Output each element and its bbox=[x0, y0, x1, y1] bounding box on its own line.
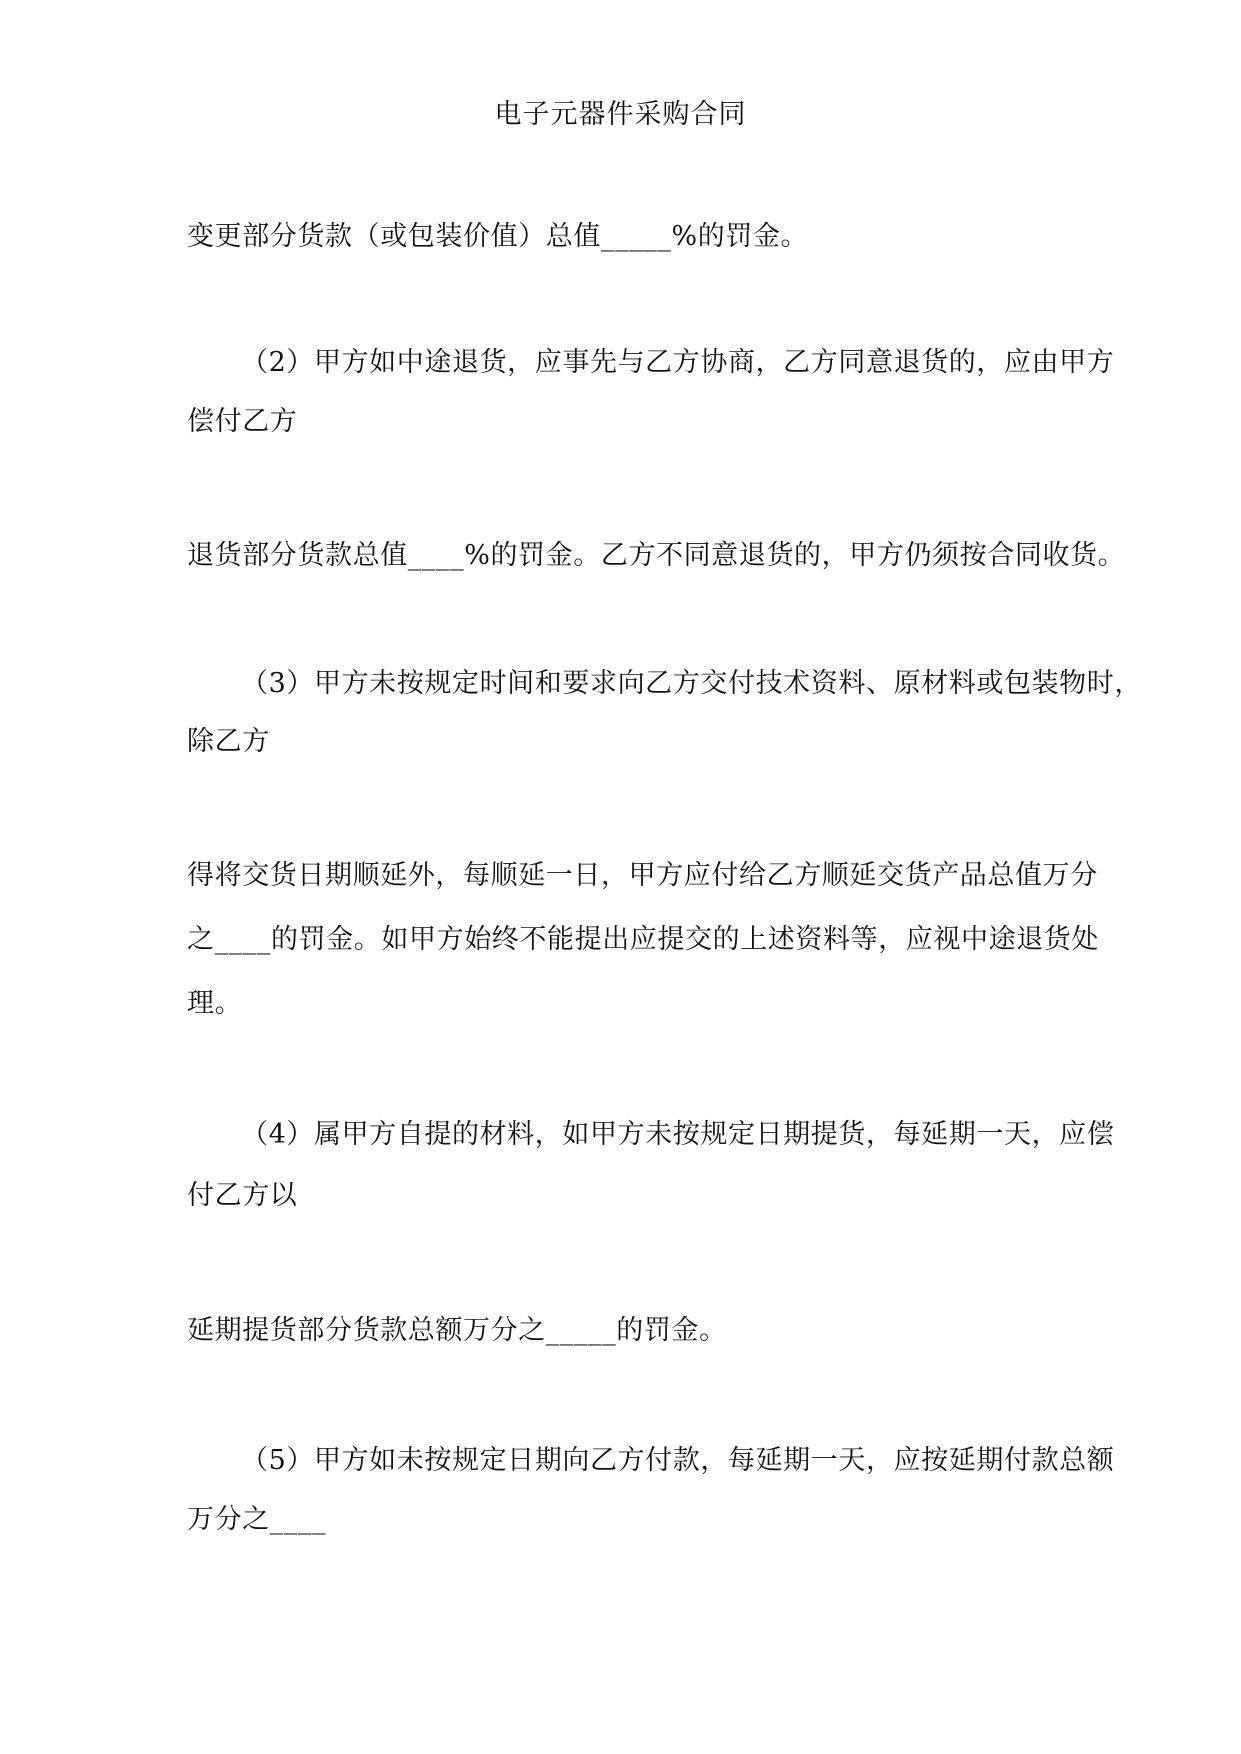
paragraph-line: 万分之____ bbox=[187, 1504, 327, 1535]
paragraph-line: 偿付乙方 bbox=[187, 406, 298, 437]
paragraph-line: （4）属甲方自提的材料，如甲方未按规定日期提货，每延期一天，应偿 bbox=[241, 1119, 1115, 1150]
document-title: 电子元器件采购合同 bbox=[494, 99, 747, 130]
paragraph-line: （5）甲方如未按规定日期向乙方付款，每延期一天，应按延期付款总额 bbox=[241, 1445, 1115, 1476]
paragraph-line: 得将交货日期顺延外，每顺延一日，甲方应付给乙方顺延交货产品总值万分 bbox=[187, 860, 1098, 891]
paragraph-line: 变更部分货款（或包装价值）总值_____%的罚金。 bbox=[187, 221, 809, 252]
paragraph-line: 之____的罚金。如甲方始终不能提出应提交的上述资料等，应视中途退货处 bbox=[187, 924, 1099, 955]
paragraph-line: 除乙方 bbox=[187, 726, 270, 757]
paragraph-line: 退货部分货款总值____%的罚金。乙方不同意退货的，甲方仍须按合同收货。 bbox=[187, 540, 1126, 571]
paragraph-line: （3）甲方未按规定时间和要求向乙方交付技术资料、原材料或包装物时， bbox=[241, 668, 1142, 699]
paragraph-line: 延期提货部分货款总额万分之_____的罚金。 bbox=[187, 1315, 727, 1346]
paragraph-line: 理。 bbox=[187, 988, 243, 1019]
paragraph-line: 付乙方以 bbox=[187, 1180, 298, 1211]
paragraph-line: （2）甲方如中途退货，应事先与乙方协商，乙方同意退货的，应由甲方 bbox=[241, 347, 1115, 378]
